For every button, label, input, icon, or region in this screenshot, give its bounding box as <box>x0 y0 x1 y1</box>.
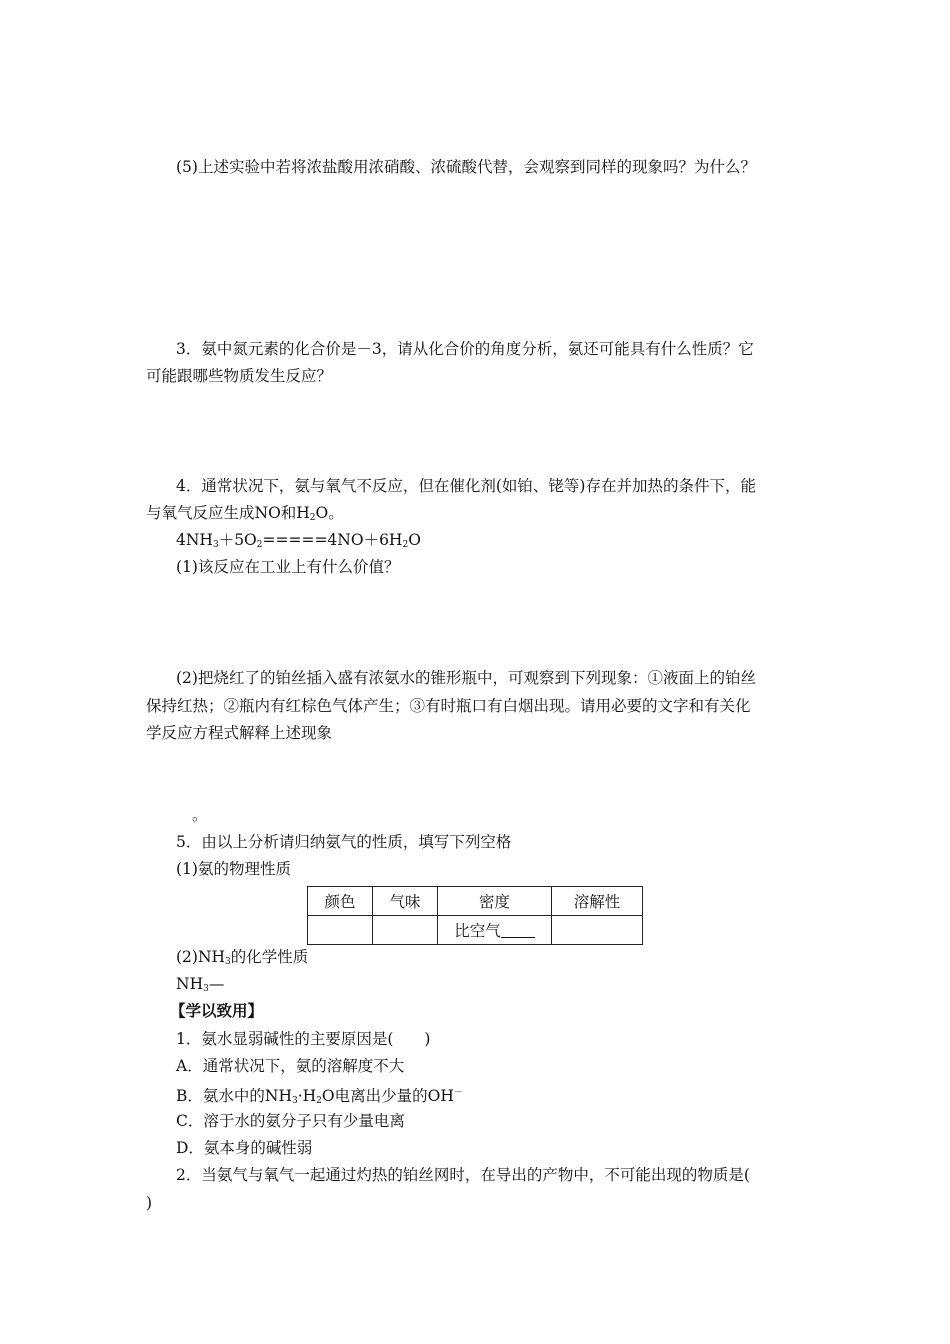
table-header-cell: 密度 <box>438 887 552 916</box>
question-4-1: (1)该反应在工业上有什么价值？ <box>176 558 400 576</box>
section-title: 【学以致用】 <box>170 1001 264 1020</box>
practice-1-option-c[interactable]: C．溶于水的氨分子只有少量电离 <box>176 1112 405 1130</box>
practice-1-option-d[interactable]: D．氨本身的碱性弱 <box>176 1139 313 1157</box>
chemical-properties-label: $(2)NH_3$的化学性质 <box>176 948 309 967</box>
density-answer-cell[interactable]: 比空气 <box>438 916 552 945</box>
practice-1-option-a[interactable]: A．通常状况下，氨的溶解度不大 <box>176 1057 405 1075</box>
table-header-cell: 溶解性 <box>552 887 643 916</box>
physical-properties-label: (1)氨的物理性质 <box>176 860 291 878</box>
question-5b-text: 5．由以上分析请归纳氨气的性质，填写下列空格 <box>176 833 512 851</box>
practice-1: 1．氨水显弱碱性的主要原因是( ) <box>176 1030 431 1048</box>
practice-1-option-b[interactable]: B．氨水中的$NH_3\cdot H_2O$电离出少量的OH－ <box>176 1087 463 1106</box>
question-3-line-1: 3．氨中氮元素的化合价是－3，请从化合价的角度分析，氨还可能具有什么性质？它 <box>176 340 754 358</box>
practice-2-line-2: ) <box>146 1194 153 1212</box>
question-4-line-1: 4．通常状况下，氨与氧气不反应，但在催化剂(如铂、铑等)存在并加热的条件下，能 <box>176 477 756 495</box>
table-header-cell: 颜色 <box>308 887 373 916</box>
table-row <box>308 887 643 916</box>
question-3-line-2: 可能跟哪些物质发生反应？ <box>146 367 333 385</box>
table-header-cell: 气味 <box>373 887 438 916</box>
question-4-2-line-2: 保持红热；②瓶内有红棕色气体产生；③有时瓶口有白烟出现。请用必要的文字和有关化 <box>146 697 751 715</box>
solubility-answer-cell[interactable] <box>552 916 643 945</box>
density-blank[interactable] <box>501 923 535 938</box>
color-answer-cell[interactable] <box>308 916 373 945</box>
question-5-text: (5)上述实验中若将浓盐酸用浓硝酸、浓硫酸代替，会观察到同样的现象吗？为什么？ <box>176 158 756 176</box>
period-mark: 。 <box>192 806 208 824</box>
reaction-equation: $4NH_3+5O_2=====4NO+6H_2O$ <box>176 531 421 550</box>
question-4-line-2: 与氧气反应生成NO和$H_2O$。 <box>146 504 344 523</box>
table-row <box>308 916 643 945</box>
physical-properties-table <box>307 886 643 945</box>
question-4-2-line-3: 学反应方程式解释上述现象 <box>146 724 333 742</box>
odor-answer-cell[interactable] <box>373 916 438 945</box>
nh3-scheme: $NH_3—$ <box>176 975 225 994</box>
question-4-2-line-1: (2)把烧红了的铂丝插入盛有浓氨水的锥形瓶中，可观察到下列现象：①液面上的铂丝 <box>176 669 756 687</box>
practice-2-line-1: 2．当氨气与氧气一起通过灼热的铂丝网时，在导出的产物中，不可能出现的物质是( <box>176 1166 750 1184</box>
